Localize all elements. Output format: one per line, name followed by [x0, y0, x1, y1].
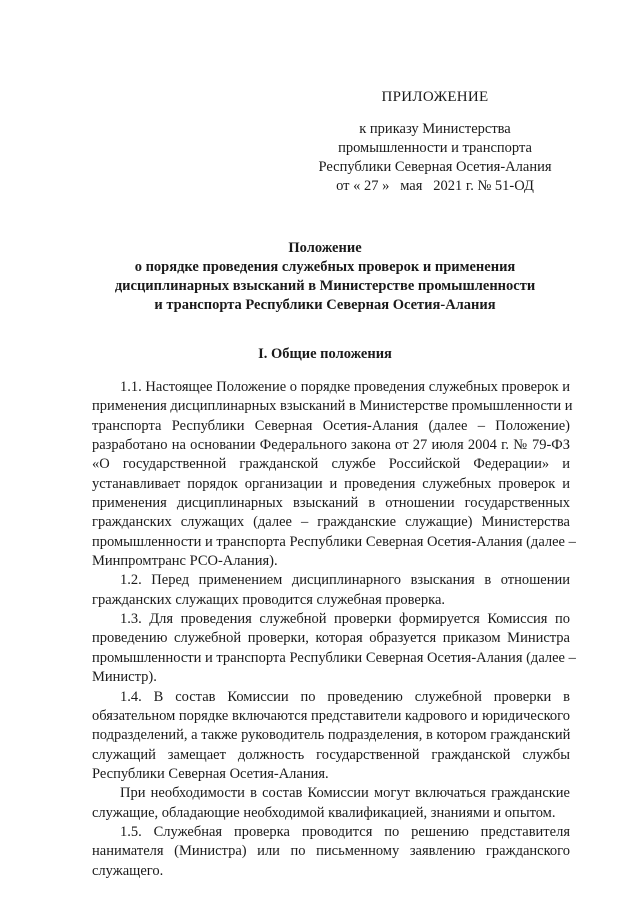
body-line: Республики Северная Осетия-Алания.: [92, 765, 329, 782]
body-line: «О государственной гражданской службе Российской Федерации» и: [92, 456, 570, 473]
body-line: применения дисциплинарных взысканий в Министерстве промышленности и: [92, 398, 573, 415]
body-line: служащие, обладающие необходимой квалификацией, знаниями и опытом.: [92, 804, 556, 821]
body-line: разработано на основании Федерального закона от 27 июля 2004 г. № 79-ФЗ: [92, 437, 570, 454]
body-line: нанимателя (Министра) или по письменному заявлению гражданского: [92, 843, 570, 860]
body-line: служащий замещает должность государственной гражданской службы: [92, 746, 570, 763]
annex-reference: [300, 120, 570, 196]
body-line: промышленности и транспорта Республики Северная Осетия-Алания (далее –: [92, 649, 576, 666]
body-line: 1.4. В состав Комиссии по проведению служебной проверки в: [120, 688, 570, 705]
body-line: Министр).: [92, 669, 157, 686]
annex-line: к приказу Министерства: [359, 121, 511, 137]
body-line: применения дисциплинарных взысканий в отношении государственных: [92, 495, 570, 512]
annex-line: Республики Северная Осетия-Алания: [318, 159, 552, 175]
body-line: 1.5. Служебная проверка проводится по решению представителя: [120, 823, 570, 840]
body-line: Минпромтранс РСО-Алания).: [92, 553, 278, 570]
document-title-line: дисциплинарных взысканий в Министерстве промышленности: [114, 278, 536, 294]
body-line: гражданских служащих (далее – гражданские служащие) Министерства: [92, 514, 570, 531]
body-line: 1.2. Перед применением дисциплинарного взыскания в отношении: [120, 572, 570, 589]
body-text: [92, 378, 576, 881]
body-line: 1.1. Настоящее Положение о порядке проведения служебных проверок и: [120, 379, 570, 395]
body-line: При необходимости в состав Комиссии могут включаться гражданские: [120, 785, 570, 802]
body-line: устанавливает порядок организации и проведения служебных проверок и: [92, 475, 570, 492]
document-title-line: о порядке проведения служебных проверок и применения: [134, 259, 516, 275]
body-line: обязательном порядке включаются представители кадрового и юридического: [92, 707, 570, 724]
document-title-line: и транспорта Республики Северная Осетия-Алания: [154, 297, 496, 313]
body-line: гражданских служащих проводится служебная проверка.: [92, 591, 445, 608]
document-title: [80, 239, 570, 315]
annex-line: промышленности и транспорта: [338, 140, 532, 156]
annex-title: ПРИЛОЖЕНИЕ: [381, 89, 489, 105]
body-line: подразделений, а также руководитель подразделения, в котором гражданский: [92, 727, 571, 744]
body-line: проведению служебной проверки, которая образуется приказом Министра: [92, 630, 570, 647]
body-line: служащего.: [92, 862, 164, 879]
annex-line: от « 27 » мая 2021 г. № 51-ОД: [336, 178, 534, 194]
body-line: 1.3. Для проведения служебной проверки формируется Комиссия по: [120, 611, 570, 628]
body-line: промышленности и транспорта Республики Северная Осетия-Алания (далее –: [92, 533, 576, 550]
document-title-line: Положение: [288, 240, 362, 256]
section-heading: I. Общие положения: [258, 346, 392, 362]
body-line: транспорта Республики Северная Осетия-Алания (далее – Положение): [92, 417, 570, 434]
